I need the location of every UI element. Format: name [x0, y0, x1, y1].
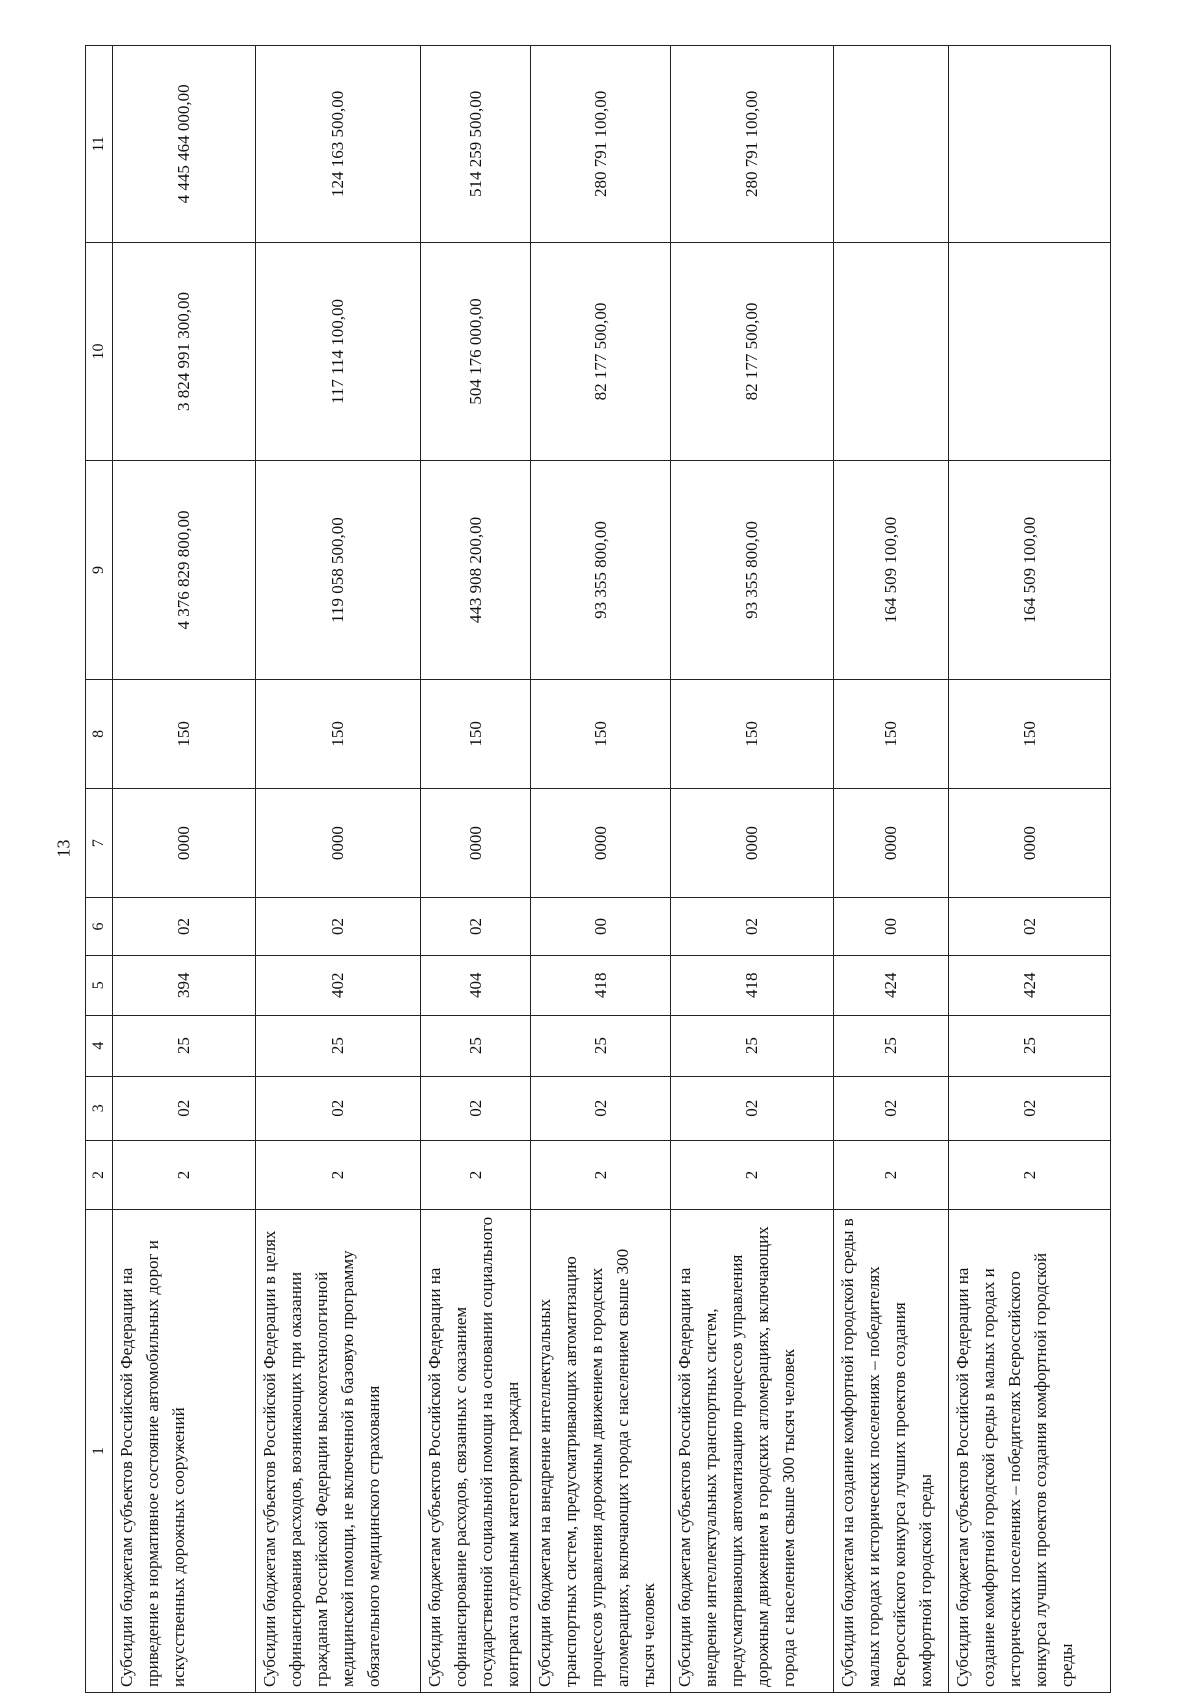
code-cell: 25: [531, 1015, 671, 1076]
code-cell: 0000: [949, 789, 1111, 898]
amount-cell: [949, 46, 1111, 243]
code-cell: 0000: [531, 789, 671, 898]
column-header: 5: [86, 955, 113, 1015]
amount-cell: 164 509 100,00: [834, 461, 949, 680]
column-header: 7: [86, 789, 113, 898]
budget-subsidies-table: [85, 45, 1111, 1693]
code-cell: 0000: [834, 789, 949, 898]
code-cell: 00: [531, 898, 671, 956]
code-cell: 25: [113, 1015, 256, 1076]
code-cell: 150: [421, 679, 531, 788]
code-cell: 150: [531, 679, 671, 788]
code-cell: 418: [671, 955, 834, 1015]
amount-cell: 119 058 500,00: [256, 461, 421, 680]
subsidy-name-cell: Субсидии бюджетам субъектов Российской Федерации на софинансирование расходов, связанных с оказанием государственной социальной помощи на основании социального контракта отдельным категориям граждан: [421, 1209, 531, 1692]
column-header: 9: [86, 461, 113, 680]
amount-cell: [834, 46, 949, 243]
code-cell: 2: [421, 1140, 531, 1209]
amount-cell: 93 355 800,00: [671, 461, 834, 680]
amount-cell: 443 908 200,00: [421, 461, 531, 680]
table-row: [421, 46, 531, 1693]
code-cell: 150: [949, 679, 1111, 788]
code-cell: 25: [949, 1015, 1111, 1076]
code-cell: 150: [671, 679, 834, 788]
code-cell: 150: [256, 679, 421, 788]
code-cell: 02: [949, 898, 1111, 956]
code-cell: 02: [421, 898, 531, 956]
code-cell: 2: [834, 1140, 949, 1209]
code-cell: 02: [113, 898, 256, 956]
amount-cell: 4 376 829 800,00: [113, 461, 256, 680]
code-cell: 424: [949, 955, 1111, 1015]
subsidy-name-cell: Субсидии бюджетам субъектов Российской Федерации на создание комфортной городской среды в малых городах и исторических поселениях – победителях Всероссийского конкурса лучших проектов создания комфортной городской среды: [949, 1209, 1111, 1692]
subsidy-name-cell: Субсидии бюджетам субъектов Российской Федерации на приведение в нормативное состояние автомобильных дорог и искусственных дорожных сооружений: [113, 1209, 256, 1692]
code-cell: 150: [113, 679, 256, 788]
column-header: 3: [86, 1076, 113, 1140]
column-number-row: [86, 46, 113, 1693]
code-cell: 424: [834, 955, 949, 1015]
code-cell: 150: [834, 679, 949, 788]
code-cell: 02: [671, 898, 834, 956]
code-cell: 02: [531, 1076, 671, 1140]
amount-cell: 504 176 000,00: [421, 242, 531, 461]
code-cell: 02: [834, 1076, 949, 1140]
amount-cell: 82 177 500,00: [671, 242, 834, 461]
code-cell: 25: [256, 1015, 421, 1076]
code-cell: 02: [949, 1076, 1111, 1140]
code-cell: 02: [256, 1076, 421, 1140]
table-row: [113, 46, 256, 1693]
code-cell: 2: [671, 1140, 834, 1209]
code-cell: 02: [113, 1076, 256, 1140]
column-header: 4: [86, 1015, 113, 1076]
code-cell: 404: [421, 955, 531, 1015]
column-header: 11: [86, 46, 113, 243]
column-header: 10: [86, 242, 113, 461]
code-cell: 394: [113, 955, 256, 1015]
code-cell: 25: [671, 1015, 834, 1076]
amount-cell: 124 163 500,00: [256, 46, 421, 243]
amount-cell: 280 791 100,00: [671, 46, 834, 243]
table-row: [256, 46, 421, 1693]
code-cell: 0000: [421, 789, 531, 898]
column-header: 1: [86, 1209, 113, 1692]
amount-cell: 117 114 100,00: [256, 242, 421, 461]
table-row: [949, 46, 1111, 1693]
table-row: [834, 46, 949, 1693]
amount-cell: 514 259 500,00: [421, 46, 531, 243]
code-cell: 2: [531, 1140, 671, 1209]
column-header: 6: [86, 898, 113, 956]
code-cell: 02: [671, 1076, 834, 1140]
amount-cell: 4 445 464 000,00: [113, 46, 256, 243]
code-cell: 402: [256, 955, 421, 1015]
amount-cell: 82 177 500,00: [531, 242, 671, 461]
code-cell: 25: [421, 1015, 531, 1076]
code-cell: 2: [949, 1140, 1111, 1209]
code-cell: 02: [421, 1076, 531, 1140]
column-header: 8: [86, 679, 113, 788]
amount-cell: 164 509 100,00: [949, 461, 1111, 680]
column-header: 2: [86, 1140, 113, 1209]
subsidy-name-cell: Субсидии бюджетам на создание комфортной городской среды в малых городах и исторических поселениях – победителях Всероссийского конкурса лучших проектов создания комфортной городской среды: [834, 1209, 949, 1692]
subsidy-name-cell: Субсидии бюджетам субъектов Российской Федерации в целях софинансирования расходов, возникающих при оказании гражданам Российской Федерации высокотехнологичной медицинской помощи, не включенной в базовую программу обязательного медицинского страхования: [256, 1209, 421, 1692]
amount-cell: 3 824 991 300,00: [113, 242, 256, 461]
code-cell: 2: [113, 1140, 256, 1209]
table-row: [671, 46, 834, 1693]
amount-cell: 280 791 100,00: [531, 46, 671, 243]
code-cell: 0000: [671, 789, 834, 898]
code-cell: 00: [834, 898, 949, 956]
table-row: [531, 46, 671, 1693]
page-number: 13: [53, 839, 74, 858]
code-cell: 25: [834, 1015, 949, 1076]
amount-cell: [949, 242, 1111, 461]
code-cell: 2: [256, 1140, 421, 1209]
subsidy-name-cell: Субсидии бюджетам субъектов Российской Федерации на внедрение интеллектуальных транспортных систем, предусматривающих автоматизацию процессов управления дорожным движением в городских агломерациях, включающих города с населением свыше 300 тысяч человек: [671, 1209, 834, 1692]
amount-cell: 93 355 800,00: [531, 461, 671, 680]
rotated-table-wrapper: [85, 45, 1109, 1693]
amount-cell: [834, 242, 949, 461]
code-cell: 0000: [256, 789, 421, 898]
subsidy-name-cell: Субсидии бюджетам на внедрение интеллектуальных транспортных систем, предусматривающих автоматизацию процессов управления дорожным движением в городских агломерациях, включающих города с населением свыше 300 тысяч человек: [531, 1209, 671, 1692]
code-cell: 0000: [113, 789, 256, 898]
code-cell: 418: [531, 955, 671, 1015]
code-cell: 02: [256, 898, 421, 956]
